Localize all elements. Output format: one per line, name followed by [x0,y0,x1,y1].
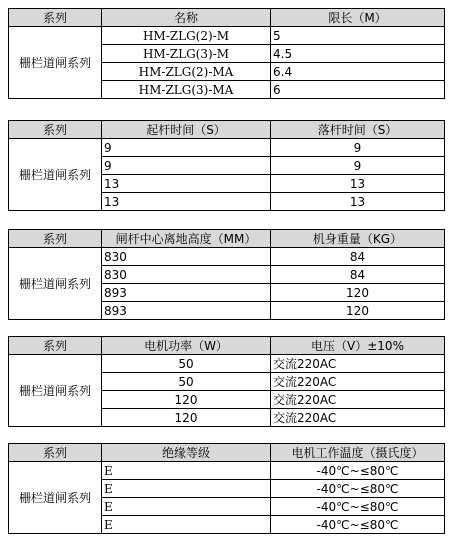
header-lift-time: 起杆时间（S） [102,121,271,139]
motor-power-cell: 50 [102,355,271,373]
series-cell: 栅栏道闸系列 [9,27,102,99]
series-cell: 栅栏道闸系列 [9,139,102,211]
spec-table-electrical [8,336,445,427]
header-voltage: 电压（V）±10% [271,337,445,355]
boom-height-cell: 893 [102,284,271,302]
model-name-cell: HM-ZLG(2)-MA [102,63,271,81]
drop-time-cell: 9 [271,139,445,157]
temperature-cell: -40℃~≤80℃ [271,480,445,498]
body-weight-cell: 120 [271,284,445,302]
lift-time-cell: 13 [102,193,271,211]
voltage-cell: 交流220AC [271,355,445,373]
series-cell: 栅栏道闸系列 [9,355,102,427]
table-header-row [9,337,445,355]
series-cell: 栅栏道闸系列 [9,462,102,534]
spec-table-insulation [8,443,445,534]
header-length-limit: 限长（M） [271,9,445,27]
lift-time-cell: 13 [102,175,271,193]
spec-table-length [8,8,445,99]
length-limit-cell: 4.5 [271,45,445,63]
boom-height-cell: 830 [102,248,271,266]
drop-time-cell: 13 [271,193,445,211]
temperature-cell: -40℃~≤80℃ [271,498,445,516]
header-insulation-class: 绝缘等级 [102,444,271,462]
insulation-class-cell: E [102,462,271,480]
header-motor-temperature: 电机工作温度（摄氏度） [271,444,445,462]
motor-power-cell: 50 [102,373,271,391]
boom-height-cell: 830 [102,266,271,284]
table-row [9,248,445,266]
voltage-cell: 交流220AC [271,409,445,427]
spec-table-timing [8,120,445,211]
header-name: 名称 [102,9,271,27]
voltage-cell: 交流220AC [271,391,445,409]
length-limit-cell: 5 [271,27,445,45]
insulation-class-cell: E [102,480,271,498]
model-name-cell: HM-ZLG(2)-M [102,27,271,45]
table-row [9,27,445,45]
motor-power-cell: 120 [102,391,271,409]
header-boom-height: 闸杆中心离地高度（MM） [102,230,271,248]
header-motor-power: 电机功率（W） [102,337,271,355]
body-weight-cell: 120 [271,302,445,320]
voltage-cell: 交流220AC [271,373,445,391]
insulation-class-cell: E [102,516,271,534]
spec-table-dimensions [8,229,445,320]
header-drop-time: 落杆时间（S） [271,121,445,139]
header-series: 系列 [9,9,102,27]
length-limit-cell: 6 [271,81,445,99]
motor-power-cell: 120 [102,409,271,427]
table-row [9,139,445,157]
boom-height-cell: 893 [102,302,271,320]
body-weight-cell: 84 [271,248,445,266]
insulation-class-cell: E [102,498,271,516]
lift-time-cell: 9 [102,139,271,157]
table-header-row [9,121,445,139]
model-name-cell: HM-ZLG(3)-MA [102,81,271,99]
header-body-weight: 机身重量（KG） [271,230,445,248]
series-cell: 栅栏道闸系列 [9,248,102,320]
lift-time-cell: 9 [102,157,271,175]
table-header-row [9,444,445,462]
table-row [9,355,445,373]
length-limit-cell: 6.4 [271,63,445,81]
header-series: 系列 [9,444,102,462]
model-name-cell: HM-ZLG(3)-M [102,45,271,63]
table-header-row [9,230,445,248]
temperature-cell: -40℃~≤80℃ [271,462,445,480]
drop-time-cell: 13 [271,175,445,193]
header-series: 系列 [9,337,102,355]
header-series: 系列 [9,230,102,248]
drop-time-cell: 9 [271,157,445,175]
table-row [9,462,445,480]
temperature-cell: -40℃~≤80℃ [271,516,445,534]
table-header-row [9,9,445,27]
body-weight-cell: 84 [271,266,445,284]
header-series: 系列 [9,121,102,139]
